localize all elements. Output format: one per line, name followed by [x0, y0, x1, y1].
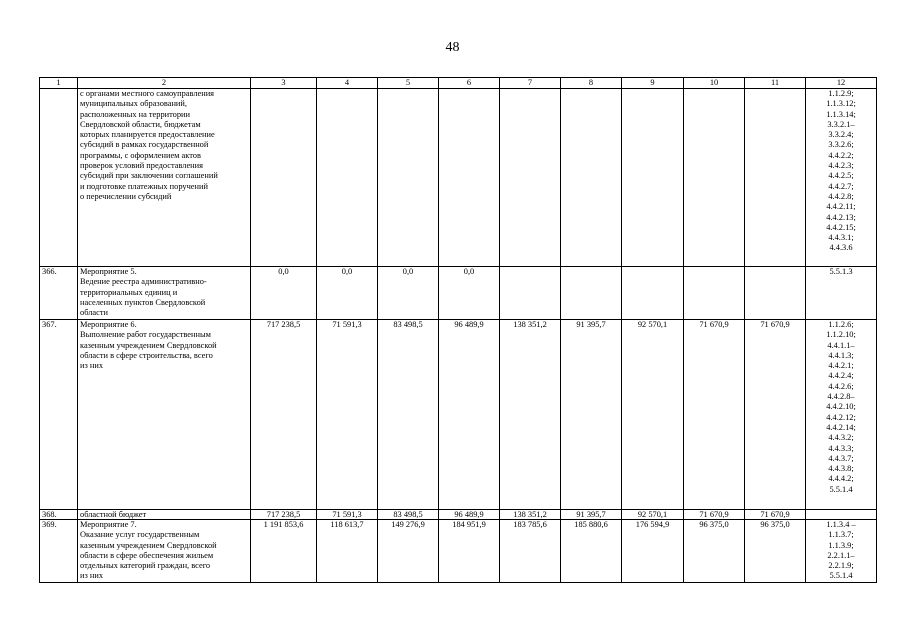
- activity-description: с органами местного самоуправления муниципальных образований, расположенных на территории Свердловской области, бюджетам которых планируется предоставление субсидий в рамках государственной программы, с оформлением актов проверок условий предоставления субсидий при заключении соглашений и подготовке платежных поручений о перечислении субсидий: [78, 89, 251, 267]
- value-cell: 91 395,7: [561, 320, 622, 510]
- value-cell: 83 498,5: [378, 510, 439, 520]
- column-header: 11: [745, 78, 806, 89]
- value-cell: [561, 267, 622, 320]
- value-cell: 185 880,6: [561, 520, 622, 583]
- value-cell: [500, 89, 561, 267]
- table-row: [40, 89, 877, 267]
- value-cell: [251, 89, 317, 267]
- value-cell: [745, 89, 806, 267]
- program-table: [39, 77, 877, 583]
- column-header: 9: [622, 78, 684, 89]
- value-cell: 183 785,6: [500, 520, 561, 583]
- target-references: 5.5.1.3: [806, 267, 877, 320]
- activity-description: Мероприятие 7. Оказание услуг государственным казенным учреждением Свердловской области в сфере обеспечения жильем отдельных категорий граждан, всего из них: [78, 520, 251, 583]
- value-cell: 184 951,9: [439, 520, 500, 583]
- target-references: 1.1.2.9; 1.1.3.12; 1.1.3.14; 3.3.2.1– 3.3.2.4; 3.3.2.6; 4.4.2.2; 4.4.2.3; 4.4.2.5; 4.4.2.7; 4.4.2.8; 4.4.2.11; 4.4.2.13; 4.4.2.15; 4.4.3.1; 4.4.3.6: [806, 89, 877, 267]
- value-cell: [500, 267, 561, 320]
- value-cell: 71 591,3: [317, 320, 378, 510]
- row-number: [40, 89, 78, 267]
- column-header: 1: [40, 78, 78, 89]
- target-references: 1.1.3.4 – 1.1.3.7; 1.1.3.9; 2.2.1.1– 2.2.1.9; 5.5.1.4: [806, 520, 877, 583]
- column-header: 10: [684, 78, 745, 89]
- value-cell: 71 670,9: [745, 320, 806, 510]
- value-cell: 0,0: [378, 267, 439, 320]
- value-cell: 176 594,9: [622, 520, 684, 583]
- value-cell: [378, 89, 439, 267]
- value-cell: [561, 89, 622, 267]
- value-cell: 717 238,5: [251, 510, 317, 520]
- value-cell: 1 191 853,6: [251, 520, 317, 583]
- value-cell: 138 351,2: [500, 510, 561, 520]
- page-number: 48: [445, 40, 460, 55]
- column-number-row: [40, 78, 877, 89]
- value-cell: 71 591,3: [317, 510, 378, 520]
- value-cell: [622, 267, 684, 320]
- table-row: [40, 320, 877, 510]
- row-number: 368.: [40, 510, 78, 520]
- column-header: 5: [378, 78, 439, 89]
- value-cell: 71 670,9: [684, 320, 745, 510]
- activity-description: Мероприятие 5. Ведение реестра административно- территориальных единиц и населенных пунктов Свердловской области: [78, 267, 251, 320]
- value-cell: 96 489,9: [439, 320, 500, 510]
- value-cell: 138 351,2: [500, 320, 561, 510]
- column-header: 7: [500, 78, 561, 89]
- value-cell: [622, 89, 684, 267]
- row-number: 369.: [40, 520, 78, 583]
- value-cell: 0,0: [251, 267, 317, 320]
- row-number: 367.: [40, 320, 78, 510]
- column-header: 8: [561, 78, 622, 89]
- value-cell: 717 238,5: [251, 320, 317, 510]
- table-row: [40, 520, 877, 583]
- row-number: 366.: [40, 267, 78, 320]
- value-cell: 96 375,0: [684, 520, 745, 583]
- target-references: 1.1.2.6; 1.1.2.10; 4.4.1.1– 4.4.1.3; 4.4.2.1; 4.4.2.4; 4.4.2.6; 4.4.2.8– 4.4.2.10; 4.4.2.12; 4.4.2.14; 4.4.3.2; 4.4.3.3; 4.4.3.7; 4.4.3.8; 4.4.4.2; 5.5.1.4: [806, 320, 877, 510]
- value-cell: 71 670,9: [745, 510, 806, 520]
- column-header: 6: [439, 78, 500, 89]
- table-row: [40, 510, 877, 520]
- activity-description: Мероприятие 6. Выполнение работ государственным казенным учреждением Свердловской области в сфере строительства, всего из них: [78, 320, 251, 510]
- value-cell: [317, 89, 378, 267]
- value-cell: [439, 89, 500, 267]
- activity-description: областной бюджет: [78, 510, 251, 520]
- column-header: 4: [317, 78, 378, 89]
- table-row: [40, 267, 877, 320]
- value-cell: 83 498,5: [378, 320, 439, 510]
- value-cell: 96 489,9: [439, 510, 500, 520]
- value-cell: 92 570,1: [622, 320, 684, 510]
- value-cell: 92 570,1: [622, 510, 684, 520]
- value-cell: 91 395,7: [561, 510, 622, 520]
- target-references: [806, 510, 877, 520]
- value-cell: 0,0: [439, 267, 500, 320]
- value-cell: 96 375,0: [745, 520, 806, 583]
- column-header: 3: [251, 78, 317, 89]
- value-cell: 118 613,7: [317, 520, 378, 583]
- column-header: 2: [78, 78, 251, 89]
- value-cell: 0,0: [317, 267, 378, 320]
- value-cell: [745, 267, 806, 320]
- value-cell: [684, 89, 745, 267]
- value-cell: 71 670,9: [684, 510, 745, 520]
- column-header: 12: [806, 78, 877, 89]
- value-cell: 149 276,9: [378, 520, 439, 583]
- value-cell: [684, 267, 745, 320]
